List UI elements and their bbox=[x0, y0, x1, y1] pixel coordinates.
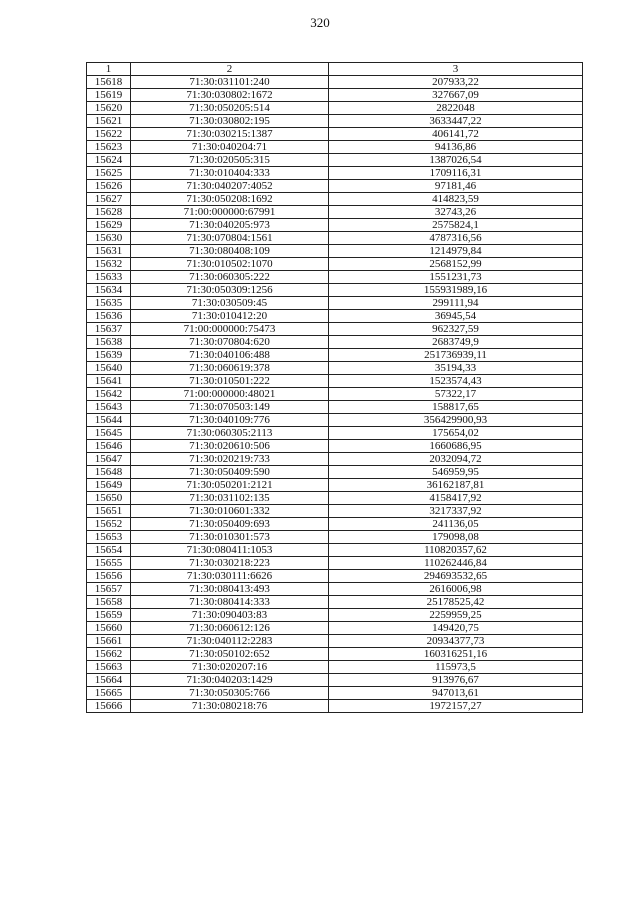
row-number-cell: 15654 bbox=[87, 544, 131, 557]
value-cell: 2822048 bbox=[329, 102, 583, 115]
page-number: 320 bbox=[310, 15, 330, 30]
value-cell: 2683749,9 bbox=[329, 336, 583, 349]
row-number-cell: 15619 bbox=[87, 89, 131, 102]
table-row bbox=[87, 453, 583, 466]
row-number-cell: 15643 bbox=[87, 401, 131, 414]
value-cell: 4158417,92 bbox=[329, 492, 583, 505]
cadastral-number-cell: 71:30:050205:514 bbox=[131, 102, 329, 115]
value-cell: 299111,94 bbox=[329, 297, 583, 310]
row-number-cell: 15636 bbox=[87, 310, 131, 323]
row-number-cell: 15641 bbox=[87, 375, 131, 388]
row-number-cell: 15646 bbox=[87, 440, 131, 453]
cadastral-number-cell: 71:30:020505:315 bbox=[131, 154, 329, 167]
row-number-cell: 15650 bbox=[87, 492, 131, 505]
row-number-cell: 15623 bbox=[87, 141, 131, 154]
row-number-cell: 15658 bbox=[87, 596, 131, 609]
table-row bbox=[87, 375, 583, 388]
table-row bbox=[87, 180, 583, 193]
cadastral-number-cell: 71:30:030111:6626 bbox=[131, 570, 329, 583]
value-cell: 251736939,11 bbox=[329, 349, 583, 362]
value-cell: 2568152,99 bbox=[329, 258, 583, 271]
value-cell: 294693532,65 bbox=[329, 570, 583, 583]
table-row bbox=[87, 219, 583, 232]
table-row bbox=[87, 193, 583, 206]
table-row bbox=[87, 76, 583, 89]
row-number-cell: 15645 bbox=[87, 427, 131, 440]
cadastral-number-cell: 71:30:020610:506 bbox=[131, 440, 329, 453]
value-cell: 3217337,92 bbox=[329, 505, 583, 518]
table-row bbox=[87, 310, 583, 323]
row-number-cell: 15659 bbox=[87, 609, 131, 622]
column-header-3: 3 bbox=[329, 63, 583, 76]
header-row bbox=[87, 63, 583, 76]
table-row bbox=[87, 362, 583, 375]
row-number-cell: 15625 bbox=[87, 167, 131, 180]
row-number-cell: 15633 bbox=[87, 271, 131, 284]
table-row bbox=[87, 323, 583, 336]
row-number-cell: 15655 bbox=[87, 557, 131, 570]
cadastral-number-cell: 71:30:060619:378 bbox=[131, 362, 329, 375]
row-number-cell: 15622 bbox=[87, 128, 131, 141]
row-number-cell: 15662 bbox=[87, 648, 131, 661]
cadastral-number-cell: 71:00:000000:48021 bbox=[131, 388, 329, 401]
table-row bbox=[87, 245, 583, 258]
row-number-cell: 15630 bbox=[87, 232, 131, 245]
table-row bbox=[87, 531, 583, 544]
cadastral-number-cell: 71:30:010601:332 bbox=[131, 505, 329, 518]
value-cell: 36162187,81 bbox=[329, 479, 583, 492]
table-row bbox=[87, 648, 583, 661]
value-cell: 356429900,93 bbox=[329, 414, 583, 427]
row-number-cell: 15620 bbox=[87, 102, 131, 115]
cadastral-number-cell: 71:30:050208:1692 bbox=[131, 193, 329, 206]
value-cell: 962327,59 bbox=[329, 323, 583, 336]
row-number-cell: 15642 bbox=[87, 388, 131, 401]
cadastral-number-cell: 71:30:050309:1256 bbox=[131, 284, 329, 297]
value-cell: 110820357,62 bbox=[329, 544, 583, 557]
table-row bbox=[87, 102, 583, 115]
cadastral-number-cell: 71:30:050409:693 bbox=[131, 518, 329, 531]
table-row bbox=[87, 492, 583, 505]
table-body bbox=[87, 76, 583, 713]
value-cell: 1972157,27 bbox=[329, 700, 583, 713]
value-cell: 406141,72 bbox=[329, 128, 583, 141]
cadastral-number-cell: 71:30:080408:109 bbox=[131, 245, 329, 258]
row-number-cell: 15661 bbox=[87, 635, 131, 648]
value-cell: 158817,65 bbox=[329, 401, 583, 414]
table-row bbox=[87, 505, 583, 518]
row-number-cell: 15663 bbox=[87, 661, 131, 674]
cadastral-number-cell: 71:30:030218:223 bbox=[131, 557, 329, 570]
data-table bbox=[86, 62, 583, 713]
value-cell: 36945,54 bbox=[329, 310, 583, 323]
cadastral-number-cell: 71:30:050305:766 bbox=[131, 687, 329, 700]
row-number-cell: 15631 bbox=[87, 245, 131, 258]
table-row bbox=[87, 297, 583, 310]
value-cell: 20934377,73 bbox=[329, 635, 583, 648]
value-cell: 25178525,42 bbox=[329, 596, 583, 609]
value-cell: 35194,33 bbox=[329, 362, 583, 375]
cadastral-number-cell: 71:30:050102:652 bbox=[131, 648, 329, 661]
table-row bbox=[87, 284, 583, 297]
cadastral-number-cell: 71:30:020207:16 bbox=[131, 661, 329, 674]
cadastral-number-cell: 71:30:070503:149 bbox=[131, 401, 329, 414]
table-row bbox=[87, 271, 583, 284]
cadastral-number-cell: 71:30:010412:20 bbox=[131, 310, 329, 323]
value-cell: 913976,67 bbox=[329, 674, 583, 687]
table-row bbox=[87, 674, 583, 687]
value-cell: 32743,26 bbox=[329, 206, 583, 219]
row-number-cell: 15640 bbox=[87, 362, 131, 375]
cadastral-number-cell: 71:30:031102:135 bbox=[131, 492, 329, 505]
row-number-cell: 15634 bbox=[87, 284, 131, 297]
table-row bbox=[87, 544, 583, 557]
row-number-cell: 15653 bbox=[87, 531, 131, 544]
value-cell: 2032094,72 bbox=[329, 453, 583, 466]
table-row bbox=[87, 557, 583, 570]
row-number-cell: 15621 bbox=[87, 115, 131, 128]
row-number-cell: 15626 bbox=[87, 180, 131, 193]
table-row bbox=[87, 128, 583, 141]
row-number-cell: 15627 bbox=[87, 193, 131, 206]
value-cell: 115973,5 bbox=[329, 661, 583, 674]
cadastral-number-cell: 71:30:030802:1672 bbox=[131, 89, 329, 102]
cadastral-number-cell: 71:30:010301:573 bbox=[131, 531, 329, 544]
cadastral-number-cell: 71:30:040106:488 bbox=[131, 349, 329, 362]
cadastral-number-cell: 71:30:030802:195 bbox=[131, 115, 329, 128]
value-cell: 207933,22 bbox=[329, 76, 583, 89]
cadastral-number-cell: 71:30:040112:2283 bbox=[131, 635, 329, 648]
row-number-cell: 15660 bbox=[87, 622, 131, 635]
cadastral-number-cell: 71:00:000000:67991 bbox=[131, 206, 329, 219]
value-cell: 97181,46 bbox=[329, 180, 583, 193]
value-cell: 1551231,73 bbox=[329, 271, 583, 284]
cadastral-number-cell: 71:30:050409:590 bbox=[131, 466, 329, 479]
table-row bbox=[87, 141, 583, 154]
cadastral-number-cell: 71:30:090403:83 bbox=[131, 609, 329, 622]
cadastral-number-cell: 71:30:080411:1053 bbox=[131, 544, 329, 557]
table-row bbox=[87, 596, 583, 609]
cadastral-number-cell: 71:00:000000:75473 bbox=[131, 323, 329, 336]
row-number-cell: 15628 bbox=[87, 206, 131, 219]
row-number-cell: 15624 bbox=[87, 154, 131, 167]
row-number-cell: 15666 bbox=[87, 700, 131, 713]
table-row bbox=[87, 336, 583, 349]
value-cell: 2259959,25 bbox=[329, 609, 583, 622]
value-cell: 155931989,16 bbox=[329, 284, 583, 297]
row-number-cell: 15656 bbox=[87, 570, 131, 583]
cadastral-number-cell: 71:30:080218:76 bbox=[131, 700, 329, 713]
row-number-cell: 15639 bbox=[87, 349, 131, 362]
value-cell: 241136,05 bbox=[329, 518, 583, 531]
value-cell: 1660686,95 bbox=[329, 440, 583, 453]
row-number-cell: 15648 bbox=[87, 466, 131, 479]
table-row bbox=[87, 89, 583, 102]
value-cell: 2616006,98 bbox=[329, 583, 583, 596]
cadastral-number-cell: 71:30:030215:1387 bbox=[131, 128, 329, 141]
table-row bbox=[87, 349, 583, 362]
cadastral-number-cell: 71:30:040203:1429 bbox=[131, 674, 329, 687]
value-cell: 57322,17 bbox=[329, 388, 583, 401]
table-row bbox=[87, 570, 583, 583]
cadastral-number-cell: 71:30:060305:222 bbox=[131, 271, 329, 284]
table-row bbox=[87, 206, 583, 219]
table-row bbox=[87, 687, 583, 700]
table-header bbox=[87, 63, 583, 76]
cadastral-number-cell: 71:30:040204:71 bbox=[131, 141, 329, 154]
cadastral-number-cell: 71:30:040207:4052 bbox=[131, 180, 329, 193]
cadastral-number-cell: 71:30:040109:776 bbox=[131, 414, 329, 427]
value-cell: 4787316,56 bbox=[329, 232, 583, 245]
value-cell: 149420,75 bbox=[329, 622, 583, 635]
cadastral-number-cell: 71:30:020219:733 bbox=[131, 453, 329, 466]
table-row bbox=[87, 258, 583, 271]
table-row bbox=[87, 479, 583, 492]
table-row bbox=[87, 232, 583, 245]
row-number-cell: 15644 bbox=[87, 414, 131, 427]
cadastral-number-cell: 71:30:060612:126 bbox=[131, 622, 329, 635]
value-cell: 327667,09 bbox=[329, 89, 583, 102]
row-number-cell: 15664 bbox=[87, 674, 131, 687]
value-cell: 2575824,1 bbox=[329, 219, 583, 232]
value-cell: 1214979,84 bbox=[329, 245, 583, 258]
table-row bbox=[87, 167, 583, 180]
table-row bbox=[87, 583, 583, 596]
table-row bbox=[87, 622, 583, 635]
cadastral-number-cell: 71:30:040205:973 bbox=[131, 219, 329, 232]
table-row bbox=[87, 609, 583, 622]
table-row bbox=[87, 427, 583, 440]
value-cell: 3633447,22 bbox=[329, 115, 583, 128]
table-row bbox=[87, 635, 583, 648]
value-cell: 175654,02 bbox=[329, 427, 583, 440]
cadastral-number-cell: 71:30:080413:493 bbox=[131, 583, 329, 596]
column-header-1: 1 bbox=[87, 63, 131, 76]
value-cell: 1387026,54 bbox=[329, 154, 583, 167]
table-row bbox=[87, 388, 583, 401]
row-number-cell: 15618 bbox=[87, 76, 131, 89]
row-number-cell: 15632 bbox=[87, 258, 131, 271]
cadastral-number-cell: 71:30:080414:333 bbox=[131, 596, 329, 609]
row-number-cell: 15629 bbox=[87, 219, 131, 232]
cadastral-number-cell: 71:30:050201:2121 bbox=[131, 479, 329, 492]
row-number-cell: 15657 bbox=[87, 583, 131, 596]
value-cell: 94136,86 bbox=[329, 141, 583, 154]
value-cell: 546959,95 bbox=[329, 466, 583, 479]
row-number-cell: 15651 bbox=[87, 505, 131, 518]
table-row bbox=[87, 414, 583, 427]
value-cell: 110262446,84 bbox=[329, 557, 583, 570]
value-cell: 414823,59 bbox=[329, 193, 583, 206]
table-row bbox=[87, 661, 583, 674]
row-number-cell: 15637 bbox=[87, 323, 131, 336]
cadastral-number-cell: 71:30:070804:1561 bbox=[131, 232, 329, 245]
table-row bbox=[87, 466, 583, 479]
row-number-cell: 15652 bbox=[87, 518, 131, 531]
cadastral-number-cell: 71:30:010501:222 bbox=[131, 375, 329, 388]
cadastral-number-cell: 71:30:070804:620 bbox=[131, 336, 329, 349]
value-cell: 947013,61 bbox=[329, 687, 583, 700]
cadastral-number-cell: 71:30:010404:333 bbox=[131, 167, 329, 180]
table-row bbox=[87, 518, 583, 531]
row-number-cell: 15649 bbox=[87, 479, 131, 492]
table-row bbox=[87, 154, 583, 167]
row-number-cell: 15647 bbox=[87, 453, 131, 466]
table-row bbox=[87, 401, 583, 414]
value-cell: 1709116,31 bbox=[329, 167, 583, 180]
column-header-2: 2 bbox=[131, 63, 329, 76]
cadastral-number-cell: 71:30:030509:45 bbox=[131, 297, 329, 310]
value-cell: 1523574,43 bbox=[329, 375, 583, 388]
row-number-cell: 15665 bbox=[87, 687, 131, 700]
cadastral-number-cell: 71:30:010502:1070 bbox=[131, 258, 329, 271]
value-cell: 160316251,16 bbox=[329, 648, 583, 661]
row-number-cell: 15635 bbox=[87, 297, 131, 310]
value-cell: 179098,08 bbox=[329, 531, 583, 544]
row-number-cell: 15638 bbox=[87, 336, 131, 349]
table-row bbox=[87, 700, 583, 713]
cadastral-number-cell: 71:30:060305:2113 bbox=[131, 427, 329, 440]
cadastral-number-cell: 71:30:031101:240 bbox=[131, 76, 329, 89]
table-row bbox=[87, 115, 583, 128]
table-row bbox=[87, 440, 583, 453]
